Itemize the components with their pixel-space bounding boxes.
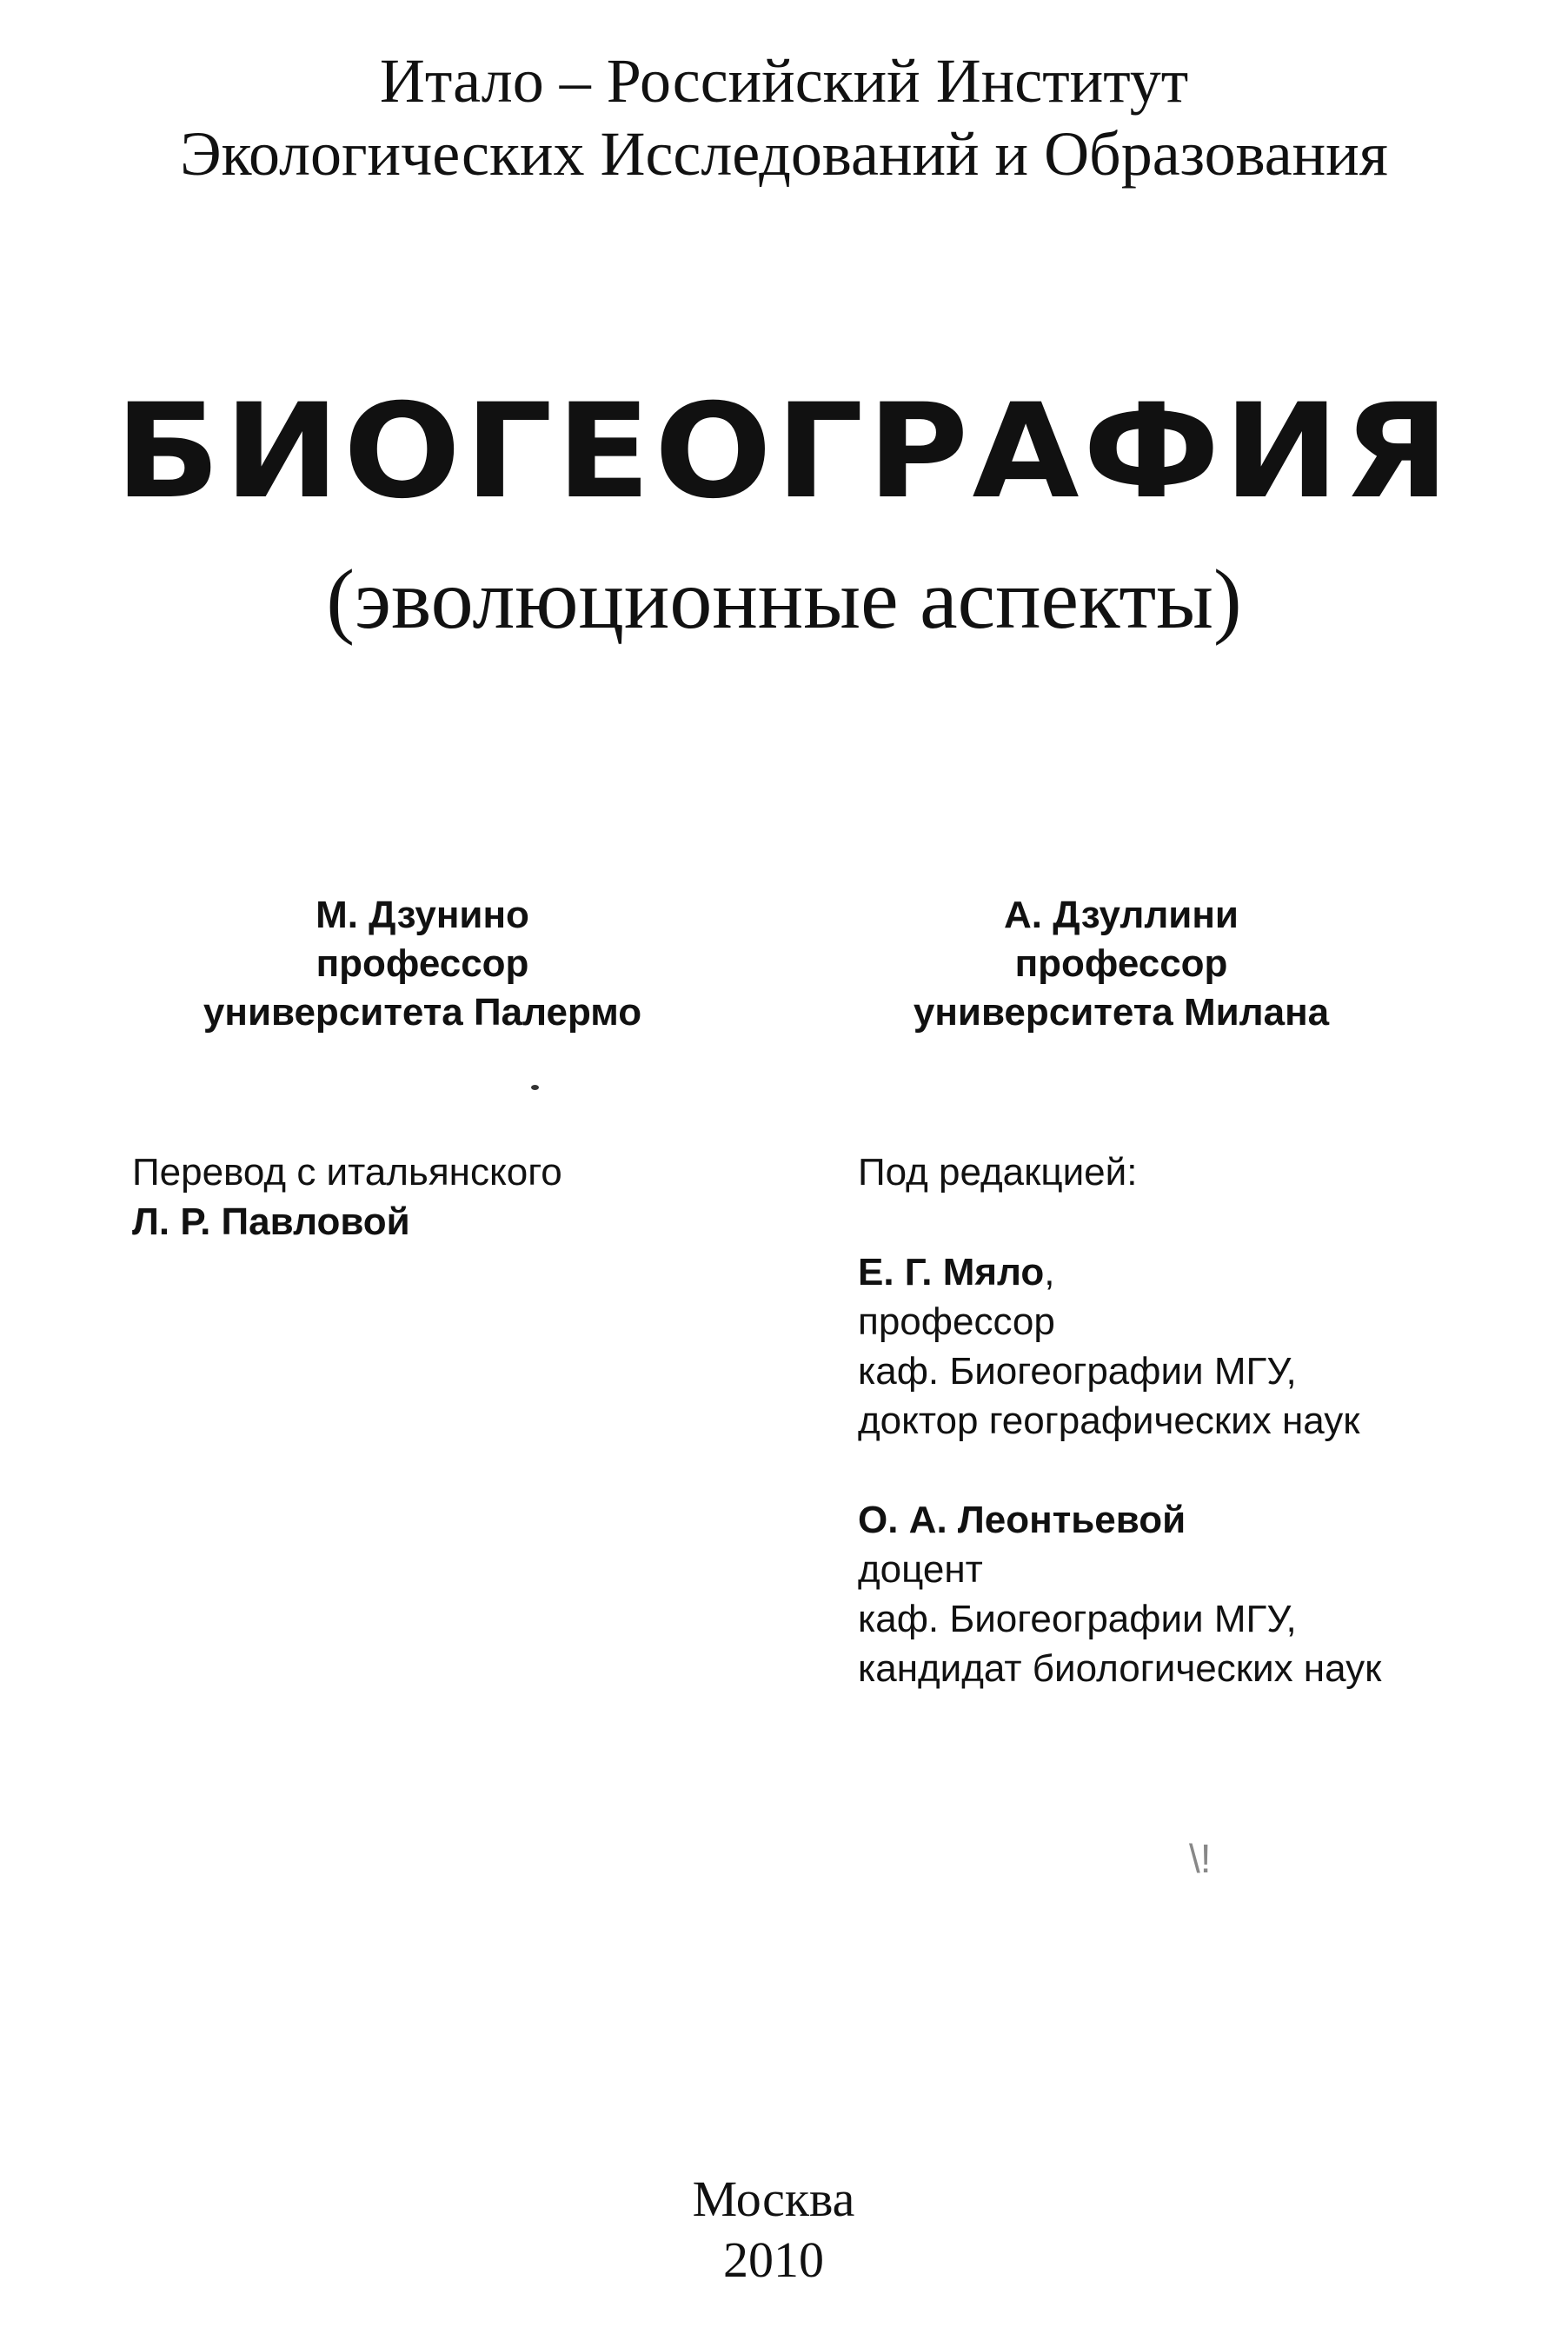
author-name: А. Дзуллини: [1004, 894, 1239, 936]
editor-position: профессор: [858, 1300, 1055, 1343]
handwritten-mark: \!: [1189, 1836, 1212, 1881]
translation-label: Перевод с итальянского: [132, 1151, 562, 1194]
author-name: М. Дзунино: [316, 894, 529, 936]
editor-name: О. А. Леонтьевой: [858, 1499, 1186, 1541]
editors-label: Под редакцией:: [858, 1151, 1138, 1194]
author-position: профессор: [1014, 942, 1228, 985]
book-subtitle: (эволюционные аспекты): [326, 553, 1242, 647]
translator-name: Л. Р. Павловой: [132, 1200, 410, 1243]
author-affiliation: университета Милана: [913, 991, 1330, 1034]
institute-name-line-2: Экологических Исследований и Образования: [180, 119, 1388, 189]
author-affiliation: университета Палермо: [203, 991, 642, 1034]
editor-department: каф. Биогеографии МГУ,: [858, 1598, 1297, 1640]
editor-name: Е. Г. Мяло: [858, 1251, 1045, 1293]
editor-position: доцент: [858, 1548, 983, 1591]
editor-degree: кандидат биологических наук: [858, 1647, 1382, 1690]
editor-degree: доктор географических наук: [858, 1400, 1360, 1442]
imprint-city: Москва: [692, 2171, 855, 2227]
author-block-left: [92, 891, 753, 1037]
author-block-right: [791, 891, 1452, 1037]
editor-department: каф. Биогеографии МГУ,: [858, 1350, 1297, 1393]
book-title: БИОГЕОГРАФИЯ: [115, 376, 1453, 528]
editor-name-comma: ,: [1044, 1251, 1055, 1293]
author-position: профессор: [316, 942, 529, 985]
imprint-year: 2010: [723, 2231, 824, 2288]
institute-name-line-1: Итало – Российский Институт: [379, 46, 1189, 116]
scan-speck: [531, 1085, 539, 1090]
editor-name-line: [858, 1247, 1055, 1297]
